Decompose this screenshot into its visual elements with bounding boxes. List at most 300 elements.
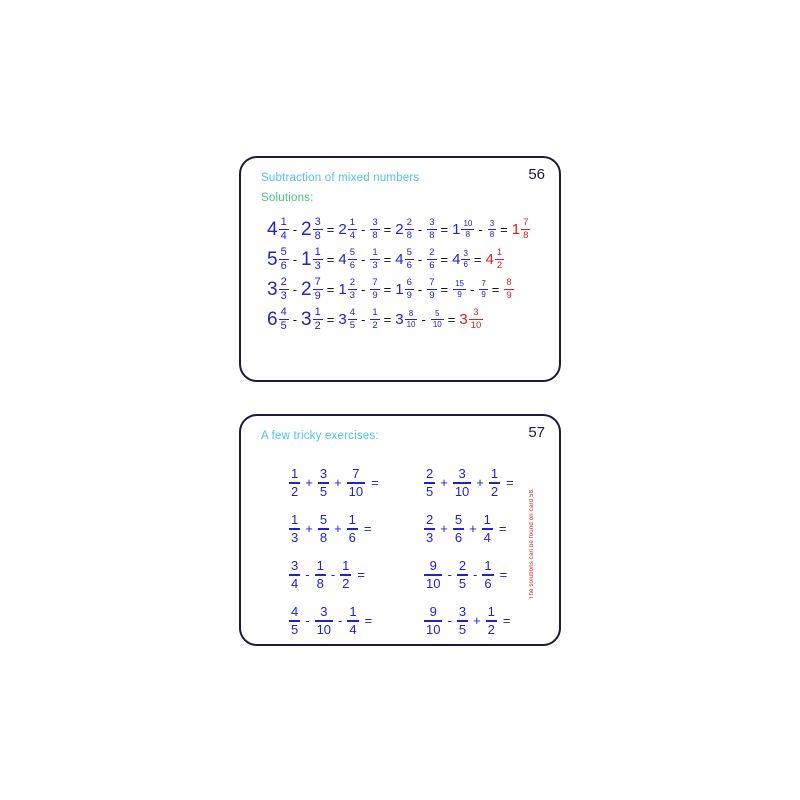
card-subtitle: Solutions: xyxy=(261,192,314,204)
math-operator: = xyxy=(500,221,508,237)
numerator: 1 xyxy=(349,217,355,228)
equals-sign: = xyxy=(371,475,379,491)
fraction xyxy=(340,559,351,591)
math-operator: = xyxy=(383,251,392,267)
numerator: 15 xyxy=(455,278,464,288)
numerator: 2 xyxy=(406,217,412,228)
numerator: 5 xyxy=(435,308,440,318)
numerator: 1 xyxy=(483,512,491,528)
fraction xyxy=(457,605,468,637)
mixed-number xyxy=(267,307,289,332)
mixed-number xyxy=(426,278,436,300)
denominator: 2 xyxy=(314,319,321,332)
exercise-expression xyxy=(400,559,535,591)
fraction xyxy=(348,308,357,330)
denominator: 5 xyxy=(280,319,287,332)
denominator: 6 xyxy=(349,259,355,271)
denominator: 3 xyxy=(372,259,378,271)
mixed-number xyxy=(478,280,487,299)
whole-part: 4 xyxy=(338,250,347,268)
denominator: 10 xyxy=(470,319,482,331)
numerator: 5 xyxy=(319,512,328,528)
math-operator: + xyxy=(334,521,342,537)
denominator: 3 xyxy=(426,530,434,546)
fraction xyxy=(405,218,414,240)
fraction xyxy=(289,467,300,499)
math-operator: = xyxy=(383,281,392,297)
whole-part: 3 xyxy=(338,310,347,328)
denominator: 8 xyxy=(319,530,328,546)
whole-part: 1 xyxy=(338,280,347,298)
mixed-number xyxy=(301,277,323,302)
numerator: 1 xyxy=(487,604,495,620)
math-operator: = xyxy=(383,311,392,327)
whole-part: 5 xyxy=(267,248,278,270)
math-operator: = xyxy=(447,311,456,327)
fraction xyxy=(279,217,289,242)
whole-part: 4 xyxy=(452,250,461,268)
fraction xyxy=(453,513,464,545)
denominator: 4 xyxy=(291,576,299,592)
mixed-number xyxy=(369,248,379,270)
numerator: 2 xyxy=(426,466,434,482)
whole-part: 3 xyxy=(395,310,404,328)
fraction xyxy=(427,278,436,300)
mixed-number xyxy=(430,310,444,329)
math-operator: - xyxy=(305,567,310,583)
math-operator: - xyxy=(330,567,336,583)
fraction xyxy=(315,605,333,637)
denominator: 9 xyxy=(429,289,435,301)
mixed-number xyxy=(267,247,289,272)
numerator: 1 xyxy=(291,512,299,528)
mixed-number xyxy=(452,250,470,269)
card-title: Subtraction of mixed numbers xyxy=(261,172,420,184)
mixed-number xyxy=(395,218,414,240)
mixed-number xyxy=(426,248,436,270)
fraction xyxy=(279,247,289,272)
denominator: 2 xyxy=(490,484,499,500)
denominator: 4 xyxy=(280,229,287,242)
denominator: 5 xyxy=(426,484,434,500)
fraction xyxy=(405,310,418,329)
numerator: 4 xyxy=(280,305,287,318)
denominator: 9 xyxy=(372,289,378,301)
denominator: 8 xyxy=(429,229,435,241)
math-operator: - xyxy=(360,311,366,327)
whole-part: 3 xyxy=(267,278,278,300)
fraction xyxy=(289,605,300,637)
numerator: 1 xyxy=(490,466,499,482)
exercise-expression xyxy=(265,467,400,499)
denominator: 8 xyxy=(489,229,495,239)
denominator: 10 xyxy=(426,576,441,592)
mixed-number xyxy=(338,278,357,300)
math-operator: = xyxy=(326,311,335,327)
fraction xyxy=(427,248,436,270)
math-operator: = xyxy=(326,251,335,267)
numerator: 2 xyxy=(280,275,287,288)
mixed-number xyxy=(301,217,323,242)
fraction xyxy=(370,248,379,270)
solution-row xyxy=(267,304,549,334)
numerator: 7 xyxy=(352,466,360,482)
numerator: 9 xyxy=(429,604,437,620)
denominator: 4 xyxy=(483,530,491,546)
fraction xyxy=(521,218,530,240)
denominator: 6 xyxy=(406,259,412,271)
denominator: 6 xyxy=(280,259,287,272)
mixed-number xyxy=(426,218,436,240)
denominator: 3 xyxy=(314,259,321,272)
equals-sign: = xyxy=(363,521,372,537)
numerator: 3 xyxy=(372,217,378,228)
numerator: 2 xyxy=(349,277,355,288)
denominator: 3 xyxy=(291,530,299,546)
denominator: 8 xyxy=(406,229,412,241)
solution-row xyxy=(267,274,549,304)
mixed-number xyxy=(395,310,417,329)
fraction xyxy=(315,559,326,591)
denominator: 10 xyxy=(406,319,416,329)
fraction xyxy=(347,513,358,545)
denominator: 4 xyxy=(349,622,357,638)
math-operator: - xyxy=(292,281,298,297)
math-operator: - xyxy=(360,251,366,267)
equals-sign: = xyxy=(357,567,365,583)
math-operator: - xyxy=(338,613,343,629)
exercise-expression xyxy=(400,513,535,545)
fraction xyxy=(424,559,442,591)
fraction xyxy=(279,277,289,302)
denominator: 8 xyxy=(314,229,321,242)
equals-sign: = xyxy=(364,613,373,629)
whole-part: 2 xyxy=(395,220,404,238)
numerator: 3 xyxy=(458,604,467,620)
whole-part: 2 xyxy=(338,220,347,238)
numerator: 1 xyxy=(314,305,321,318)
denominator: 5 xyxy=(291,622,299,638)
denominator: 9 xyxy=(481,289,486,299)
denominator: 2 xyxy=(496,259,503,271)
math-operator: + xyxy=(440,521,448,537)
denominator: 10 xyxy=(316,622,332,638)
numerator: 7 xyxy=(429,277,435,288)
math-operator: = xyxy=(440,221,449,237)
fraction xyxy=(479,280,487,299)
math-operator: - xyxy=(447,567,452,583)
fraction xyxy=(289,559,300,591)
math-operator: - xyxy=(292,251,298,267)
fraction xyxy=(347,467,365,499)
equals-sign: = xyxy=(506,475,514,491)
numerator: 5 xyxy=(349,247,355,258)
whole-part: 2 xyxy=(301,218,312,240)
math-operator: + xyxy=(473,613,481,629)
denominator: 3 xyxy=(349,289,355,301)
mixed-number xyxy=(395,278,414,300)
math-operator: = xyxy=(326,221,335,237)
denominator: 2 xyxy=(487,622,495,638)
exercise-expression xyxy=(400,467,535,499)
equals-sign: = xyxy=(498,521,507,537)
numerator: 1 xyxy=(316,558,324,574)
fraction xyxy=(370,278,379,300)
math-operator: - xyxy=(421,311,426,327)
exercise-expression xyxy=(265,513,400,545)
math-operator: + xyxy=(334,475,342,491)
numerator: 7 xyxy=(314,275,321,288)
solution-row xyxy=(267,244,549,274)
math-operator: = xyxy=(383,221,392,237)
math-operator: + xyxy=(440,475,448,491)
denominator: 2 xyxy=(291,484,299,500)
fraction xyxy=(495,248,504,270)
numerator: 9 xyxy=(429,558,437,574)
numerator: 2 xyxy=(429,247,435,258)
denominator: 4 xyxy=(349,229,355,241)
denominator: 9 xyxy=(314,289,321,302)
numerator: 3 xyxy=(320,604,328,620)
fraction xyxy=(427,218,436,240)
fraction xyxy=(405,248,414,270)
math-operator: = xyxy=(491,281,500,297)
math-operator: - xyxy=(292,221,298,237)
numerator: 1 xyxy=(372,307,378,318)
numerator: 3 xyxy=(458,466,466,482)
numerator: 7 xyxy=(523,217,529,228)
mixed-number xyxy=(487,220,496,239)
fraction xyxy=(370,308,379,330)
flashcard-57 xyxy=(239,414,561,646)
numerator: 8 xyxy=(408,308,414,318)
denominator: 8 xyxy=(316,576,324,592)
denominator: 8 xyxy=(372,229,378,241)
sidenote-text: The solutions can be found on card 58. xyxy=(529,488,535,600)
denominator: 6 xyxy=(484,576,492,592)
math-operator: - xyxy=(473,567,478,583)
flashcard-56 xyxy=(239,156,561,382)
numerator: 1 xyxy=(280,215,287,228)
denominator: 6 xyxy=(429,259,435,271)
whole-part: 3 xyxy=(301,308,312,330)
numerator: 3 xyxy=(489,218,495,228)
math-operator: = xyxy=(473,251,482,267)
denominator: 3 xyxy=(280,289,287,302)
math-operator: + xyxy=(305,475,313,491)
denominator: 10 xyxy=(426,622,441,638)
numerator: 4 xyxy=(291,604,299,620)
denominator: 5 xyxy=(349,319,355,331)
whole-part: 2 xyxy=(301,278,312,300)
math-operator: + xyxy=(469,521,477,537)
fraction xyxy=(461,220,474,239)
fraction xyxy=(424,513,435,545)
fraction xyxy=(370,218,379,240)
denominator: 10 xyxy=(348,484,364,500)
numerator: 3 xyxy=(463,248,468,258)
denominator: 9 xyxy=(406,289,412,301)
fraction xyxy=(482,513,493,545)
fraction xyxy=(488,220,496,239)
fraction xyxy=(289,513,300,545)
equals-sign: = xyxy=(499,567,508,583)
numerator: 5 xyxy=(406,247,412,258)
math-operator: - xyxy=(360,221,366,237)
exercise-expression xyxy=(265,605,400,637)
math-operator: - xyxy=(478,221,483,237)
math-operator: + xyxy=(305,521,313,537)
numerator: 3 xyxy=(473,307,479,318)
fraction xyxy=(457,559,468,591)
numerator: 2 xyxy=(426,512,434,528)
mixed-number xyxy=(369,278,379,300)
numerator: 3 xyxy=(314,215,321,228)
numerator: 1 xyxy=(342,558,350,574)
denominator: 8 xyxy=(465,229,471,239)
numerator: 1 xyxy=(291,466,299,482)
whole-part: 6 xyxy=(267,308,278,330)
whole-part: 4 xyxy=(395,250,404,268)
numerator: 5 xyxy=(280,245,287,258)
whole-part: 1 xyxy=(511,220,521,238)
mixed-number xyxy=(301,307,323,332)
fraction xyxy=(453,280,466,299)
numerator: 1 xyxy=(372,247,378,258)
numerator: 7 xyxy=(481,278,486,288)
math-operator: - xyxy=(417,221,423,237)
fraction xyxy=(489,467,500,499)
fraction xyxy=(318,467,329,499)
fraction xyxy=(313,277,323,302)
fraction xyxy=(405,278,414,300)
fraction xyxy=(348,218,357,240)
whole-part: 4 xyxy=(267,218,278,240)
mixed-number xyxy=(338,248,357,270)
numerator: 1 xyxy=(484,558,492,574)
numerator: 7 xyxy=(372,277,378,288)
mixed-number xyxy=(338,218,357,240)
denominator: 5 xyxy=(319,484,328,500)
numerator: 3 xyxy=(319,466,328,482)
fraction xyxy=(348,278,357,300)
whole-part: 1 xyxy=(452,220,461,238)
mixed-number xyxy=(485,248,504,270)
math-operator: - xyxy=(305,613,310,629)
fraction xyxy=(348,248,357,270)
mixed-number xyxy=(452,220,474,239)
mixed-number xyxy=(512,218,531,240)
fraction xyxy=(482,559,493,591)
fraction xyxy=(347,605,358,637)
card-title: A few tricky exercises: xyxy=(261,430,379,442)
denominator: 9 xyxy=(506,289,512,301)
math-operator: - xyxy=(447,613,452,629)
whole-part: 4 xyxy=(485,250,494,268)
fraction xyxy=(279,307,289,332)
card-number: 56 xyxy=(528,166,545,183)
exercise-expression xyxy=(400,605,535,637)
numerator: 1 xyxy=(496,247,503,258)
denominator: 6 xyxy=(348,530,356,546)
fraction xyxy=(313,217,323,242)
numerator: 3 xyxy=(291,558,299,574)
fraction xyxy=(431,310,444,329)
math-operator: - xyxy=(292,311,298,327)
math-operator: - xyxy=(417,251,423,267)
numerator: 1 xyxy=(349,604,357,620)
math-operator: = xyxy=(326,281,335,297)
fraction xyxy=(504,278,513,300)
exercise-expression xyxy=(265,559,400,591)
numerator: 3 xyxy=(429,217,435,228)
equals-sign: = xyxy=(502,613,511,629)
mixed-number xyxy=(267,277,289,302)
math-operator: = xyxy=(440,281,449,297)
mixed-number xyxy=(395,248,414,270)
fraction xyxy=(313,247,323,272)
numerator: 1 xyxy=(348,512,356,528)
denominator: 9 xyxy=(457,289,462,299)
numerator: 4 xyxy=(349,307,355,318)
fraction xyxy=(313,307,323,332)
mixed-number xyxy=(452,280,466,299)
fraction xyxy=(424,605,442,637)
numerator: 5 xyxy=(454,512,463,528)
numerator: 6 xyxy=(406,277,412,288)
math-operator: - xyxy=(470,281,475,297)
whole-part: 3 xyxy=(459,310,468,328)
denominator: 2 xyxy=(372,319,378,331)
mixed-number xyxy=(267,217,289,242)
fraction xyxy=(453,467,471,499)
math-operator: - xyxy=(360,281,366,297)
card-number: 57 xyxy=(528,424,545,441)
mixed-number xyxy=(369,218,379,240)
whole-part: 1 xyxy=(395,280,404,298)
mixed-number xyxy=(301,247,323,272)
mixed-number xyxy=(369,308,379,330)
numerator: 1 xyxy=(314,245,321,258)
math-operator: = xyxy=(440,251,449,267)
fraction xyxy=(424,467,435,499)
mixed-number xyxy=(459,308,483,330)
fraction xyxy=(486,605,497,637)
numerator: 10 xyxy=(463,218,473,228)
numerator: 8 xyxy=(506,277,512,288)
whole-part: 1 xyxy=(301,248,312,270)
solution-row xyxy=(267,214,549,244)
math-operator: + xyxy=(476,475,484,491)
fraction xyxy=(318,513,329,545)
denominator: 10 xyxy=(432,319,442,329)
exercise-grid xyxy=(265,460,535,636)
denominator: 10 xyxy=(454,484,470,500)
math-operator: - xyxy=(417,281,423,297)
numerator: 2 xyxy=(458,558,467,574)
solution-rows xyxy=(267,214,549,334)
fraction xyxy=(461,250,469,269)
denominator: 6 xyxy=(454,530,463,546)
denominator: 5 xyxy=(458,576,467,592)
mixed-number xyxy=(338,308,357,330)
denominator: 5 xyxy=(458,622,467,638)
denominator: 2 xyxy=(342,576,350,592)
denominator: 6 xyxy=(463,259,468,269)
fraction xyxy=(469,308,484,330)
mixed-number xyxy=(503,278,513,300)
denominator: 8 xyxy=(523,229,529,241)
